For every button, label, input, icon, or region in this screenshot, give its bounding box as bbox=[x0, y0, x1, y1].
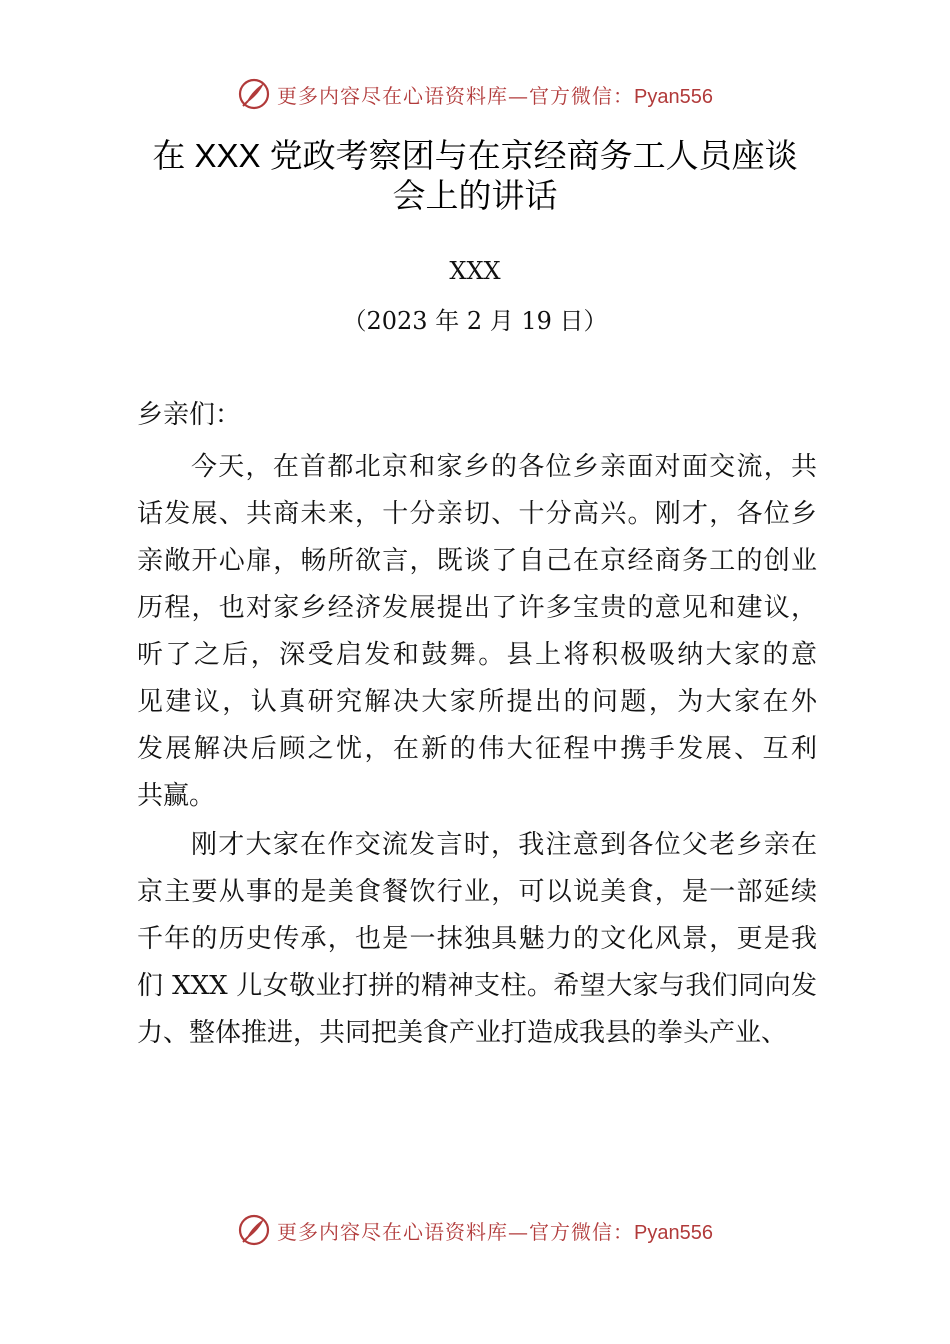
paragraph-1 bbox=[137, 444, 817, 820]
paragraph-line: 力、整体推进，共同把美食产业打造成我县的拳头产业、 bbox=[137, 1018, 788, 1048]
author: XXX bbox=[449, 257, 501, 285]
paragraph-line: 见建议，认真研究解决大家所提出的问题，为大家在外 bbox=[137, 687, 817, 717]
paragraph-line: 刚才大家在作交流发言时，我注意到各位父老乡亲在 bbox=[191, 830, 817, 860]
paragraph-line: 今天，在首都北京和家乡的各位乡亲面对面交流，共 bbox=[191, 452, 817, 482]
quill-pen-logo-icon bbox=[237, 77, 271, 111]
paragraph-line: 历程，也对家乡经济发展提出了许多宝贵的意见和建议， bbox=[137, 593, 817, 623]
banner-text: 更多内容尽在心语资料库—官方微信：Pyan556 bbox=[277, 1219, 713, 1244]
wechat-id: Pyan556 bbox=[634, 85, 713, 108]
paragraph-line: 亲敞开心扉，畅所欲言，既谈了自己在京经商务工的创业 bbox=[137, 546, 817, 576]
header-banner bbox=[0, 72, 950, 116]
paragraph-line: 共赢。 bbox=[137, 781, 216, 811]
salutation: 乡亲们： bbox=[137, 400, 242, 430]
footer-banner bbox=[0, 1208, 950, 1252]
paragraph-2 bbox=[137, 822, 817, 1057]
paragraph-line: 们 XXX 儿女敬业打拼的精神支柱。希望大家与我们同向发 bbox=[137, 971, 817, 1001]
banner-text: 更多内容尽在心语资料库—官方微信：Pyan556 bbox=[277, 83, 713, 108]
paragraph-line: 发展解决后顾之忧，在新的伟大征程中携手发展、互利 bbox=[137, 734, 817, 764]
title-line-1: 在 XXX 党政考察团与在京经商务工人员座谈 bbox=[152, 137, 798, 174]
title-line-2: 会上的讲话 bbox=[392, 177, 558, 214]
paragraph-line: 听了之后，深受启发和鼓舞。县上将积极吸纳大家的意 bbox=[137, 640, 817, 670]
paragraph-line: 京主要从事的是美食餐饮行业，可以说美食，是一部延续 bbox=[137, 877, 817, 907]
paragraph-line: 话发展、共商未来，十分亲切、十分高兴。刚才，各位乡 bbox=[137, 499, 817, 529]
speech-date: （2023 年 2 月 19 日） bbox=[342, 307, 608, 335]
document-title bbox=[0, 136, 950, 216]
quill-pen-logo-icon bbox=[237, 1213, 271, 1247]
wechat-id: Pyan556 bbox=[634, 1221, 713, 1244]
paragraph-line: 千年的历史传承，也是一抹独具魅力的文化风景，更是我 bbox=[137, 924, 817, 954]
